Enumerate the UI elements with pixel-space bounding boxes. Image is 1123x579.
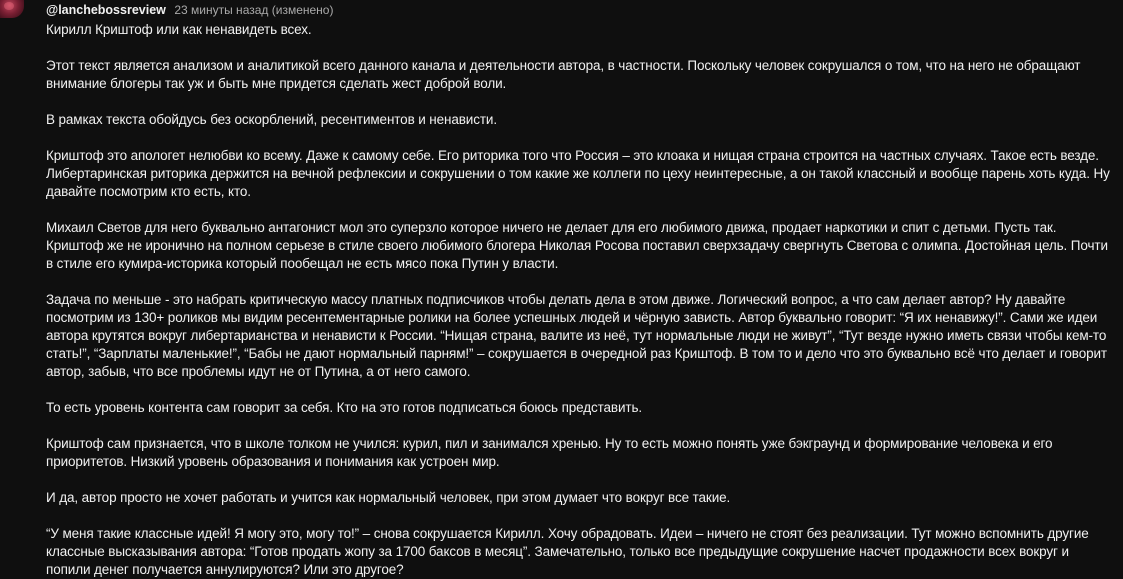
comment-paragraph: Этот текст является анализом и аналитикой всего данного канала и деятельности автора, в частности. Поскольку человек сокрушался о том, что на него не обращают внимание блогеры так уж и быть мне придется сделать жест доброй воли.: [46, 58, 1081, 91]
avatar[interactable]: [0, 0, 24, 18]
comment-text: [46, 21, 1114, 579]
comment-paragraph: Кирилл Криштоф или как ненавидеть всех.: [46, 22, 312, 37]
comment-header: [46, 2, 1114, 18]
comment-body: [46, 2, 1114, 579]
comment-paragraph: Михаил Светов для него буквально антагонист мол это суперзло которое ничего не делает для его любимого движа, продает наркотики и спит с детьми. Пусть так. Криштоф же не иронично на полном серьезе в стиле своего любимого блогера Николая Росова поставил сверхзадачу свергнуть Светова с олимпа. Достойная цель. Почти в стиле его кумира-историка который пообещал не есть мясо пока Путин у власти.: [46, 220, 1108, 271]
comment-paragraph: И да, автор просто не хочет работать и учится как нормальный человек, при этом думает что вокруг все такие.: [46, 490, 731, 505]
comment-paragraph: Задача по меньше - это набрать критическую массу платных подписчиков чтобы делать дела в этом движе. Логический вопрос, а что сам делает автор? Ну давайте посмотрим из 130+ роликов мы видим ресентементарные ролики на более успешных людей и чёрную зависть. Автор буквально говорит: “Я их ненавижу!”. Сами же идеи автора крутятся вокруг либертарианства и ненависти к России. “Нищая страна, валите из неё, тут нормальные люди не живут”, “Тут везде нужно иметь связи чтобы кем-то стать!”, “Зарплаты маленькие!”, “Бабы не дают нормальный парням!” – сокрушается в очередной раз Криштоф. В том то и дело что это буквально всё что делает и говорит автор, забыв, что все проблемы идут не от Путина, а от него самого.: [46, 292, 1107, 379]
comment-paragraph: В рамках текста обойдусь без оскорблений, ресентиментов и ненависти.: [46, 112, 497, 127]
author-name-link[interactable]: @lanchebossreview: [46, 3, 166, 17]
comment-paragraph: То есть уровень контента сам говорит за себя. Кто на это готов подписаться боюсь представить.: [46, 400, 643, 415]
comment-paragraph: Криштоф это апологет нелюбви ко всему. Даже к самому себе. Его риторика того что Россия – это клоака и нищая страна строится на частных случаях. Такое есть везде. Либертаринская риторика держится на вечной рефлексии и сокрушении о том какие же коллеги по цеху неинтересные, а он такой классный и вообще парень хоть куда. Ну давайте посмотрим кто есть, кто.: [46, 148, 1110, 199]
comment-timestamp[interactable]: 23 минуты назад (изменено): [174, 3, 334, 17]
comment-paragraph: Криштоф сам признается, что в школе толком не учился: курил, пил и занимался хренью. Ну то есть можно понять уже бэкграунд и формирование человека и его приоритетов. Низкий уровень образования и понимания как устроен мир.: [46, 436, 1053, 469]
comment-paragraph: “У меня такие классные идей! Я могу это, могу то!” – снова сокрушается Кирилл. Хочу обрадовать. Идеи – ничего не стоят без реализации. Тут можно вспомнить другие классные высказывания автора: “Готов продать жопу за 1700 баксов в месяц”. Замечательно, только все предыдущие сокрушение насчет продажности всех вокруг и попили денег получается аннулируются? Или это другое?: [46, 526, 1089, 577]
